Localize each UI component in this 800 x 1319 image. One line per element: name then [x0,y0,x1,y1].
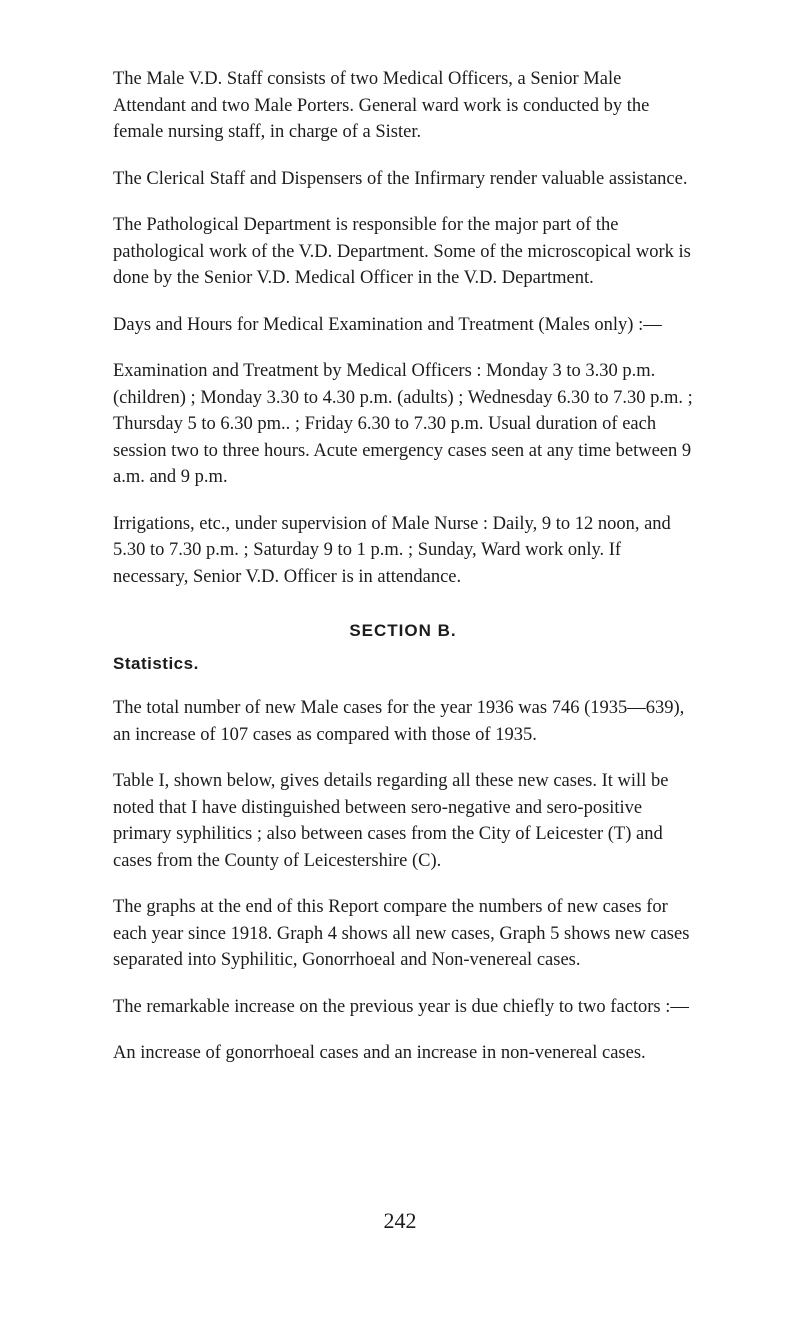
paragraph-increase-factors: An increase of gonorrhoeal cases and an increase in non-venereal cases. [113,1043,646,1063]
document-page [113,66,693,1087]
paragraph-clerical-staff: The Clerical Staff and Dispensers of the Infirmary render valuable assistance. [113,168,688,189]
paragraph-examination-schedule: Examination and Treatment by Medical Officers : Monday 3 to 3.30 p.m. (children) ; Monday 3.30 to 4.30 p.m. (adults) ; Wednesday 6.30 to 7.30 p.m. ; Thursday 5 to 6.30 pm.. ; Friday 6.30 to 7.30 p.m. Usual duration of each session two to three hours. Acute emergency cases seen at any time between 9 a.m. and 9 p.m. [113,361,693,487]
paragraph-irrigations-schedule: Irrigations, etc., under supervision of Male Nurse : Daily, 9 to 12 noon, and 5.30 to 7.30 p.m. ; Saturday 9 to 1 p.m. ; Sunday, Ward work only. If necessary, Senior V.D. Officer is in attendance. [113,513,671,587]
paragraph-table-one: Table I, shown below, gives details regarding all these new cases. It will be noted that I have distinguished between sero-negative and sero-positive primary syphilitics ; also between cases from the City of Leicester (T) and cases from the County of Leicestershire (C). [113,771,669,871]
page-number: 242 [383,1208,417,1233]
paragraph-total-new-cases: The total number of new Male cases for the year 1936 was 746 (1935—639), an increase of 107 cases as compared with those of 1935. [113,698,685,745]
paragraph-staff: The Male V.D. Staff consists of two Medical Officers, a Senior Male Attendant and two Male Porters. General ward work is conducted by the female nursing staff, in charge of a Sister. [113,69,650,142]
paragraph-pathological-department: The Pathological Department is responsible for the major part of the pathological work of the V.D. Department. Some of the microscopical work is done by the Senior V.D. Medical Officer in the V.D. Department. [113,215,691,288]
section-heading: SECTION B. [349,621,457,640]
paragraph-days-hours-heading: Days and Hours for Medical Examination and Treatment (Males only) :— [113,314,662,335]
paragraph-graphs: The graphs at the end of this Report compare the numbers of new cases for each year since 1918. Graph 4 shows all new cases, Graph 5 shows new cases separated into Syphilitic, Gonorrhoeal and Non-venereal cases. [113,897,690,970]
paragraph-remarkable-increase: The remarkable increase on the previous year is due chiefly to two factors :— [113,996,689,1017]
statistics-subheading: Statistics. [113,653,199,673]
